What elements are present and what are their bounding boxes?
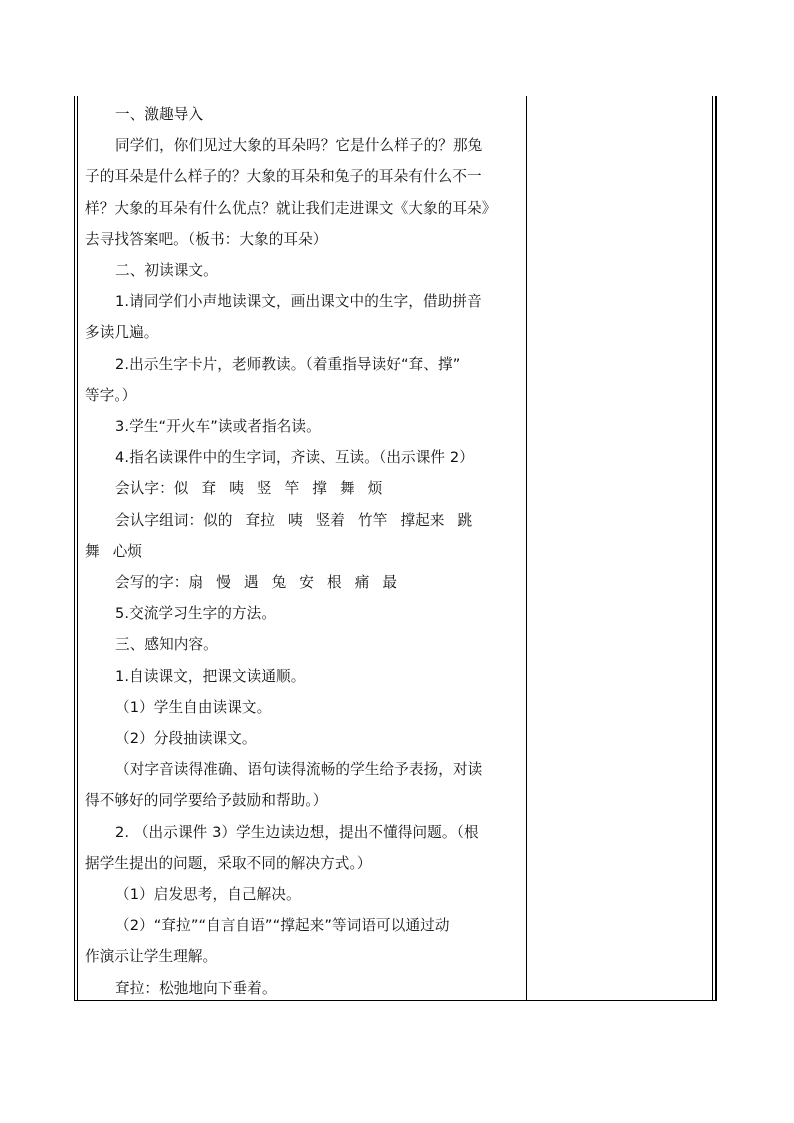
- paragraph-line: 同学们，你们见过大象的耳朵吗？它是什么样子的？那兔: [115, 137, 483, 155]
- char: 似: [173, 480, 189, 498]
- paragraph-line: 1.请同学们小声地读课文，画出课文中的生字，借助拼音: [115, 293, 482, 311]
- char: 咦: [229, 480, 244, 498]
- char: 竿: [284, 480, 300, 498]
- paragraph-line: 5.交流学习生字的方法。: [115, 605, 277, 623]
- table-right-border-outer: [715, 96, 717, 1001]
- paragraph-line: 1.自读课文，把课文读通顺。: [115, 667, 306, 685]
- table-left-border-inner: [77, 96, 78, 1001]
- paragraph-line: 等字。）: [85, 386, 137, 404]
- paragraph-line: （对字音读得准确、语句读得流畅的学生给予表扬，对读: [115, 761, 483, 779]
- char: 烦: [367, 480, 383, 498]
- char: 竖: [256, 480, 272, 498]
- char: 兔: [271, 574, 287, 592]
- words-line: [85, 505, 521, 536]
- paragraph-line: 子的耳朵是什么样子的？大象的耳朵和兔子的耳朵有什么不一: [85, 168, 482, 186]
- word: 跳: [457, 511, 473, 529]
- char: 舞: [340, 480, 355, 498]
- table-right-border-inner: [712, 96, 713, 1001]
- paragraph-line: 作演示让学生理解。: [85, 948, 218, 966]
- char: 遇: [243, 574, 259, 592]
- paragraph-line: 去寻找答案吧。（板书：大象的耳朵）: [85, 230, 328, 248]
- paragraph-line: （1）学生自由读课文。: [115, 698, 272, 716]
- char: 撑: [312, 480, 327, 498]
- paragraph-line: 多读几遍。: [85, 324, 159, 342]
- section-heading-1: 一、激趣导入: [115, 106, 204, 123]
- word: 似的: [203, 511, 233, 529]
- word: 竖着: [315, 511, 346, 529]
- word: 心烦: [112, 542, 143, 560]
- paragraph-line: 样？大象的耳朵有什么优点？就让我们走进课文《大象的耳朵》: [85, 199, 497, 217]
- section-heading-3: 三、感知内容。: [115, 636, 218, 654]
- recognize-chars-line: [85, 473, 521, 504]
- char: 最: [382, 574, 398, 592]
- word: 竹竿: [358, 511, 388, 529]
- char: 痛: [354, 574, 370, 592]
- word: 耷拉: [245, 511, 275, 529]
- section-heading-2: 二、初读课文。: [115, 262, 218, 280]
- paragraph-line: 4.指名读课件中的生字词，齐读、互读。（出示课件 2）: [115, 449, 474, 467]
- paragraph-line: 2. （出示课件 3）学生边读边想，提出不懂得问题。（根: [115, 823, 479, 841]
- word: 撑起来: [400, 511, 445, 529]
- word: 舞: [85, 542, 100, 560]
- lesson-content: [85, 99, 521, 1004]
- words-line-continued: [85, 536, 521, 567]
- recognize-label: 会认字：: [115, 480, 174, 498]
- table-column-divider: [526, 96, 527, 1001]
- paragraph-line: （2）“耷拉”“自言自语”“撑起来”等词语可以通过动: [115, 917, 450, 935]
- char: 根: [327, 574, 342, 592]
- paragraph-line: 据学生提出的问题，采取不同的解决方式。）: [85, 854, 372, 872]
- char: 耷: [201, 480, 217, 498]
- word: 咦: [287, 511, 303, 529]
- paragraph-line: （1）启发思考，自己解决。: [115, 886, 301, 904]
- char: 扇: [188, 574, 204, 592]
- char: 慢: [216, 574, 231, 592]
- paragraph-line: （2）分段抽读课文。: [115, 730, 257, 748]
- write-chars-line: [85, 567, 521, 598]
- words-label: 会认字组词：: [115, 511, 204, 529]
- write-label: 会写的字：: [115, 574, 189, 592]
- table-left-border-outer: [74, 96, 75, 1001]
- paragraph-line: 得不够好的同学要给予鼓励和帮助。）: [85, 792, 328, 810]
- char: 安: [299, 574, 314, 592]
- paragraph-line: 2.出示生字卡片，老师教读。（着重指导读好“耷、撑”: [115, 355, 461, 373]
- paragraph-line: 3.学生“开火车”读或者指名读。: [115, 418, 321, 436]
- definition-line: 耷拉：松弛地向下垂着。: [115, 979, 277, 997]
